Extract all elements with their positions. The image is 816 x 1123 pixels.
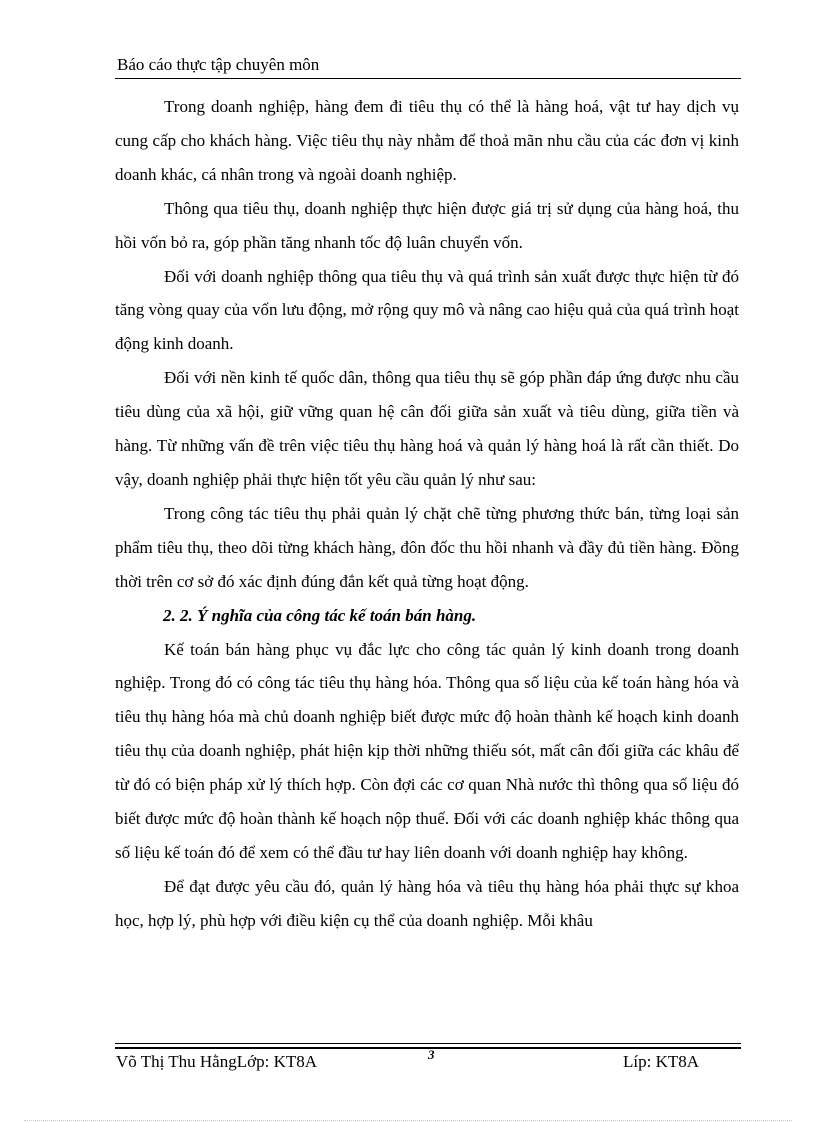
header-rule [115,78,741,79]
footer-author: Võ Thị Thu HằngLớp: KT8A [116,1052,318,1071]
paragraph-7: Để đạt được yêu cầu đó, quản lý hàng hóa và tiêu thụ hàng hóa phải thực sự khoa học, hợp lý, phù hợp với điều kiện cụ thể của doanh nghiệp. Mỗi khâu [115,876,739,930]
footer-class-label: Líp: KT8A [623,1052,700,1071]
section-heading: 2. 2. Ý nghĩa của công tác kế toán bán hàng. [163,605,477,625]
page-number: 3 [428,1047,435,1062]
page-bottom-border [24,1120,792,1121]
document-body [115,90,739,938]
footer-rule-thin [115,1043,741,1044]
paragraph-1: Trong doanh nghiệp, hàng đem đi tiêu thụ có thể là hàng hoá, vật tư hay dịch vụ cung cấp cho khách hàng. Việc tiêu thụ này nhằm để thoả mãn nhu cầu của các đơn vị kinh doanh khác, cá nhân trong và ngoài doanh nghiệp. [115,97,739,184]
paragraph-6: Kế toán bán hàng phục vụ đắc lực cho công tác quản lý kinh doanh trong doanh nghiệp. Trong đó có công tác tiêu thụ hàng hóa. Thông qua số liệu của kế toán hàng hóa và tiêu thụ hàng hóa mà chủ doanh nghiệp biết được mức độ hoàn thành kế hoạch kinh doanh tiêu thụ của doanh nghiệp, phát hiện kịp thời những thiếu sót, mất cân đối giữa các khâu để từ đó có biện pháp xử lý thích hợp. Còn đợi các cơ quan Nhà nước thì thông qua số liệu đó biết được mức độ hoàn thành kế hoạch nộp thuế. Đối với các doanh nghiệp khác thông qua số liệu kế toán đó để xem có thể đầu tư hay liên doanh với doanh nghiệp hay không. [115,639,739,862]
page-header-title: Báo cáo thực tập chuyên môn [117,55,320,74]
paragraph-2: Thông qua tiêu thụ, doanh nghiệp thực hiện được giá trị sử dụng của hàng hoá, thu hồi vốn bỏ ra, góp phần tăng nhanh tốc độ luân chuyển vốn. [115,198,739,252]
paragraph-4: Đối với nền kinh tế quốc dân, thông qua tiêu thụ sẽ góp phần đáp ứng được nhu cầu tiêu dùng của xã hội, giữ vững quan hệ cân đối giữa sản xuất và tiêu dùng, giữa tiền và hàng. Từ những vấn đề trên việc tiêu thụ hàng hoá và quản lý hàng hoá là rất cần thiết. Do vậy, doanh nghiệp phải thực hiện tốt yêu cầu quản lý như sau: [115,368,739,489]
paragraph-5: Trong công tác tiêu thụ phải quản lý chặt chẽ từng phương thức bán, từng loại sản phẩm tiêu thụ, theo dõi từng khách hàng, đôn đốc thu hồi nhanh và đầy đủ tiền hàng. Đồng thời trên cơ sở đó xác định đúng đắn kết quả từng hoạt động. [115,503,739,591]
paragraph-3: Đối với doanh nghiệp thông qua tiêu thụ và quá trình sản xuất được thực hiện từ đó tăng vòng quay của vốn lưu động, mở rộng quy mô và nâng cao hiệu quả của quá trình hoạt động kinh doanh. [115,266,739,354]
